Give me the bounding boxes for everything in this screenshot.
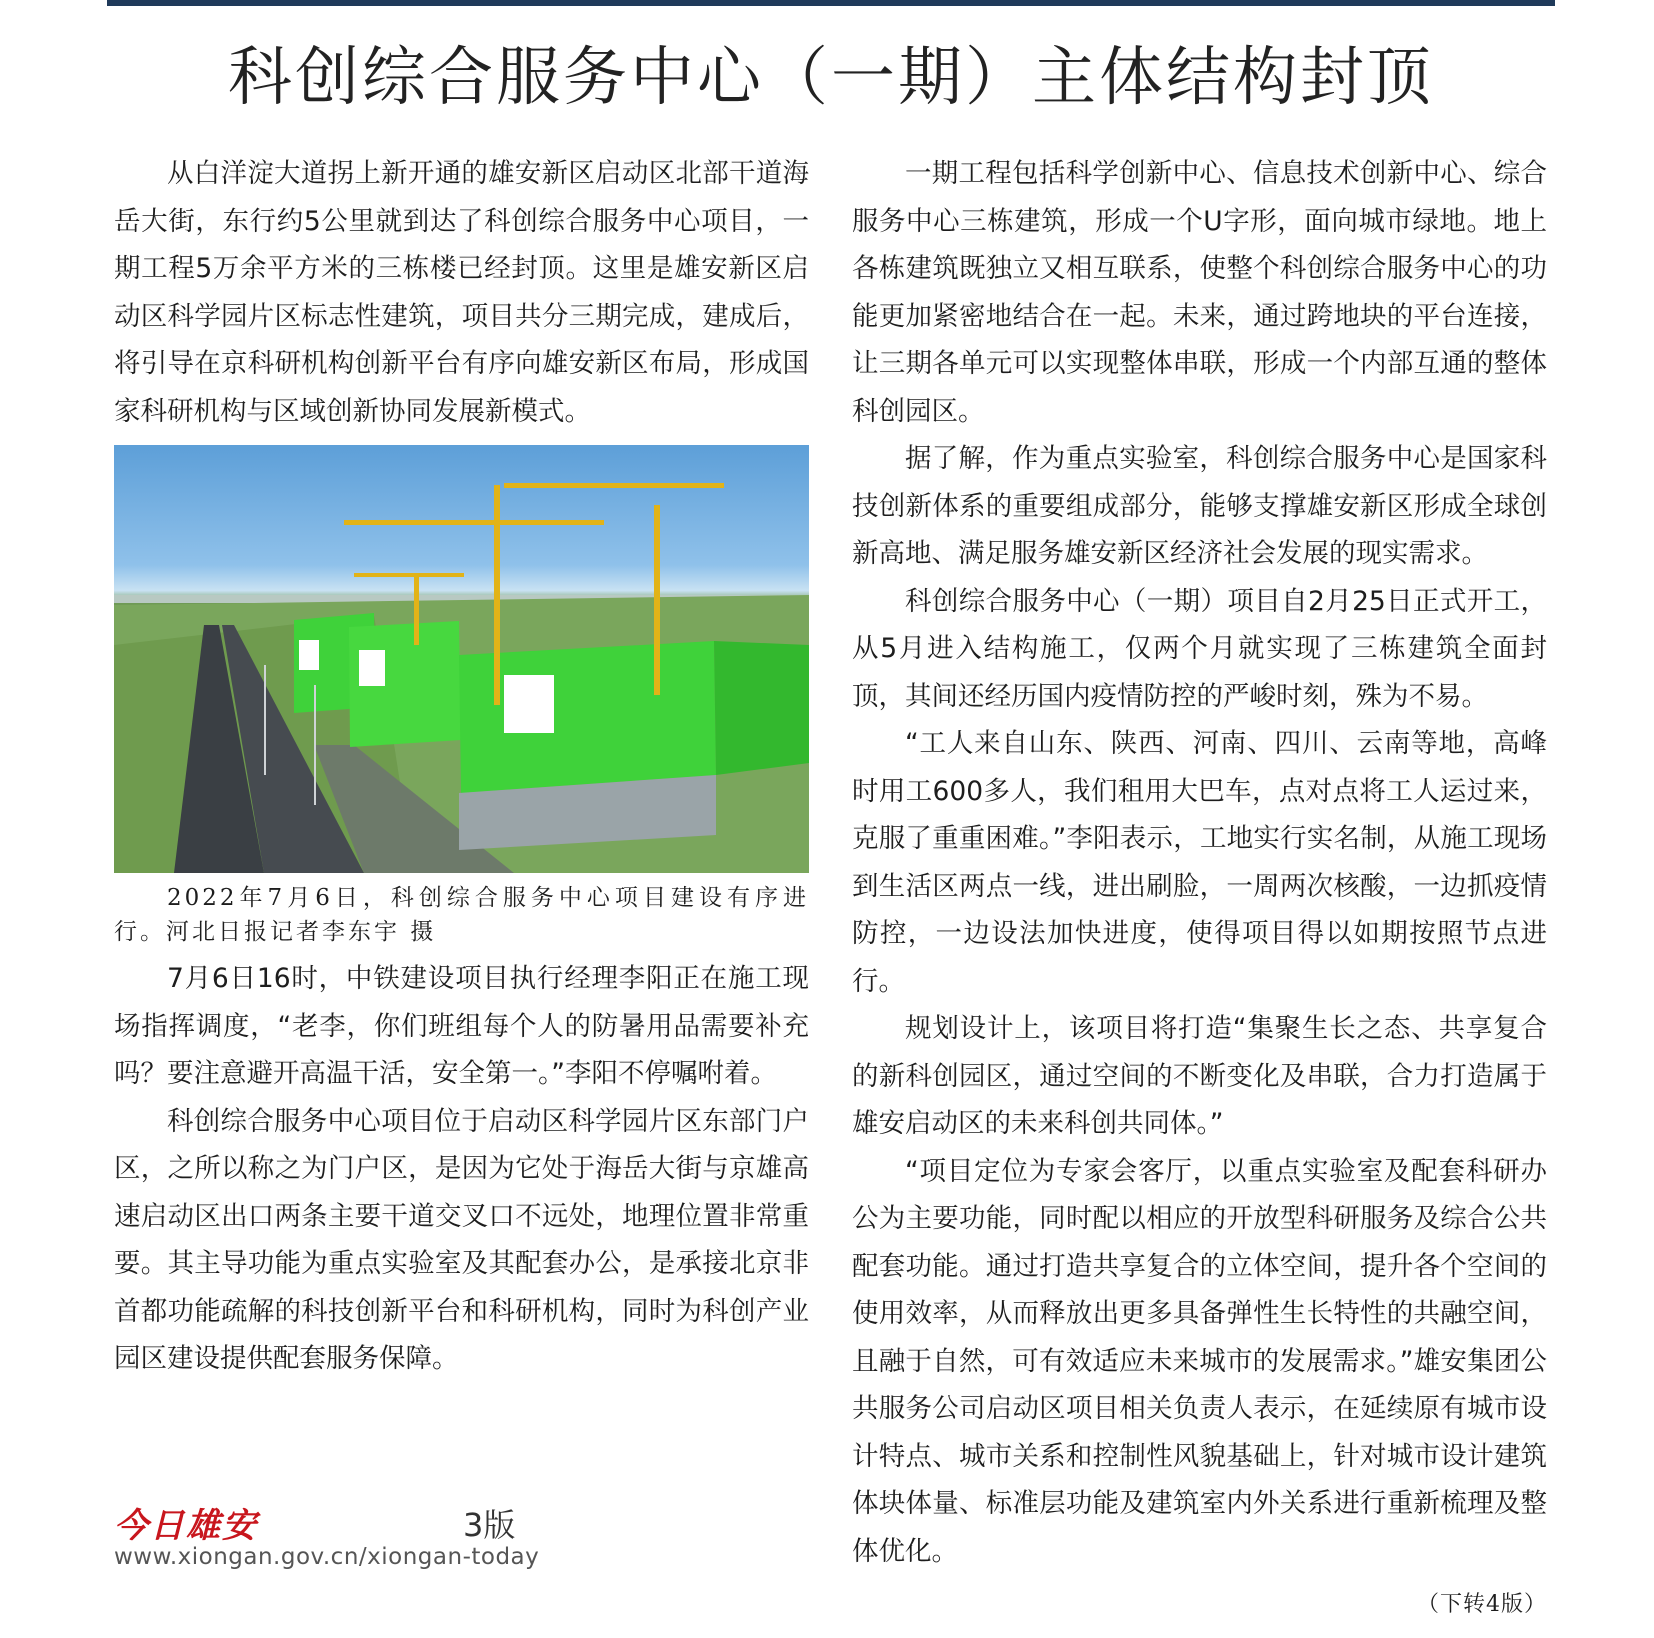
edition-label: 3版 (463, 1506, 516, 1544)
left-column (114, 150, 809, 1383)
paragraph: 科创综合服务中心（一期）项目自2月25日正式开工，从5月进入结构施工，仅两个月就实现了三栋建筑全面封顶，其间还经历国内疫情防控的严峻时刻，殊为不易。 (852, 585, 1547, 712)
paragraph: 据了解，作为重点实验室，科创综合服务中心是国家科技创新体系的重要组成部分，能够支撑雄安新区形成全球创新高地、满足服务雄安新区经济社会发展的现实需求。 (852, 443, 1547, 569)
right-column (852, 150, 1547, 1629)
paragraph: 科创综合服务中心项目位于启动区科学园片区东部门户区，之所以称之为门户区，是因为它处于海岳大街与京雄高速启动区出口两条主要干道交叉口不远处，地理位置非常重要。其主导功能为重点实验室及其配套办公，是承接北京非首都功能疏解的科技创新平台和科研机构，同时为科创产业园区建设提供配套服务保障。 (114, 1105, 809, 1374)
paragraph: 一期工程包括科学创新中心、信息技术创新中心、综合服务中心三栋建筑，形成一个U字形，面向城市绿地。地上各栋建筑既独立又相互联系，使整个科创综合服务中心的功能更加紧密地结合在一起。未来，通过跨地块的平台连接，让三期各单元可以实现整体串联，形成一个内部互通的整体科创园区。 (852, 158, 1547, 427)
paragraph: “工人来自山东、陕西、河南、四川、云南等地，高峰时用工600多人，我们租用大巴车，点对点将工人运过来，克服了重重困难。”李阳表示，工地实行实名制，从施工现场到生活区两点一线，进出刷脸，一周两次核酸，一边抓疫情防控，一边设法加快进度，使得项目得以如期按照节点进行。 (852, 728, 1547, 997)
continue-note: （下转4版） (1417, 1592, 1547, 1617)
footer-url[interactable]: www.xiongan.gov.cn/xiongan-today (114, 1544, 540, 1570)
construction-photo (114, 445, 809, 873)
top-rule (107, 0, 1555, 6)
paragraph: 规划设计上，该项目将打造“集聚生长之态、共享复合的新科创园区，通过空间的不断变化及串联，合力打造属于雄安启动区的未来科创共同体。” (852, 1013, 1547, 1139)
photo-caption: 2022年7月6日，科创综合服务中心项目建设有序进行。河北日报记者李东宇 摄 (114, 885, 809, 945)
paragraph: “项目定位为专家会客厅，以重点实验室及配套科研办公为主要功能，同时配以相应的开放型科研服务及综合公共配套功能。通过打造共享复合的立体空间，提升各个空间的使用效率，从而释放出更多具备弹性生长特性的共融空间，且融于自然，可有效适应未来城市的发展需求。”雄安集团公共服务公司启动区项目相关负责人表示，在延续原有城市设计特点、城市关系和控制性风貌基础上，针对城市设计建筑体块体量、标准层功能及建筑室内外关系进行重新梳理及整体优化。 (852, 1155, 1547, 1567)
paragraph: 7月6日16时，中铁建设项目执行经理李阳正在施工现场指挥调度，“老李，你们班组每个人的防暑用品需要补充吗？要注意避开高温干活，安全第一。”李阳不停嘱咐着。 (114, 963, 809, 1089)
paragraph: 从白洋淀大道拐上新开通的雄安新区启动区北部干道海岳大街，东行约5公里就到达了科创综合服务中心项目，一期工程5万余平方米的三栋楼已经封顶。这里是雄安新区启动区科学园片区标志性建筑，项目共分三期完成，建成后，将引导在京科研机构创新平台有序向雄安新区布局，形成国家科研机构与区域创新协同发展新模式。 (114, 158, 809, 427)
headline: 科创综合服务中心（一期）主体结构封顶 (228, 41, 1434, 115)
construction-photo-illustration (114, 445, 809, 873)
masthead-logo: 今日雄安 (114, 1506, 258, 1546)
